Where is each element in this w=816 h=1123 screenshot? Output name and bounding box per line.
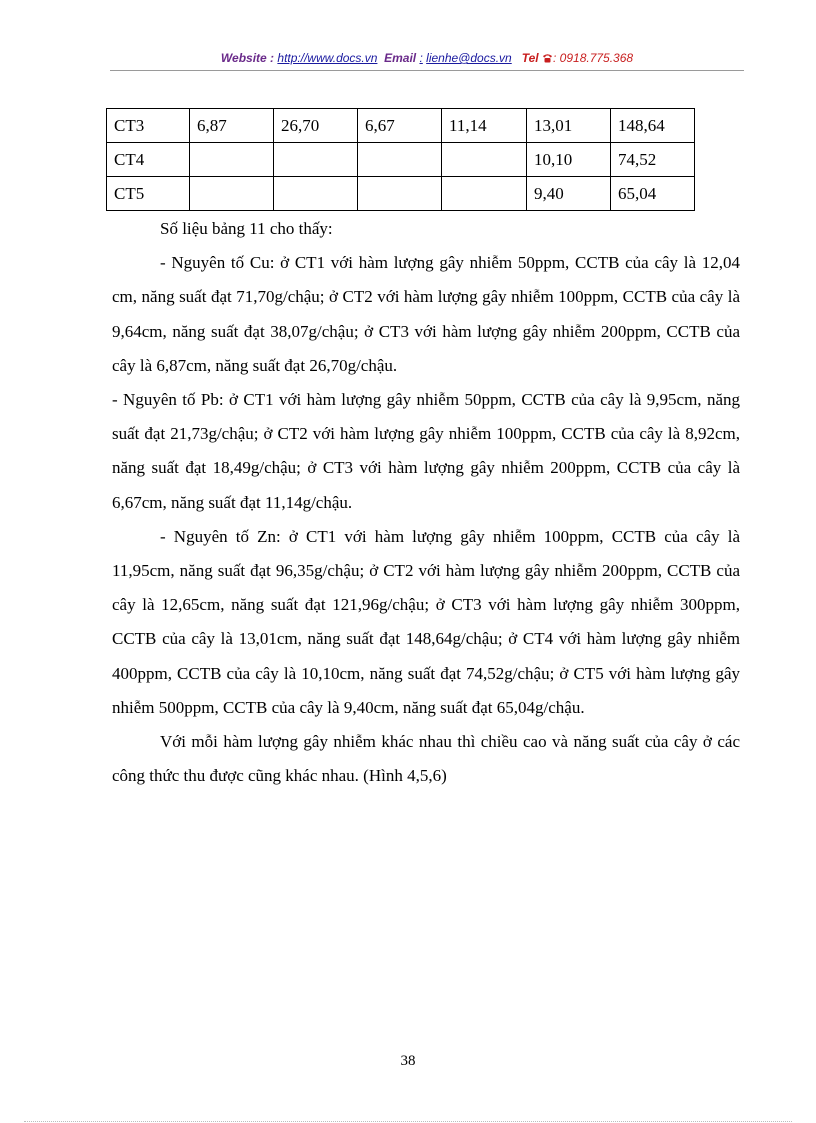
- header-rule: [110, 70, 744, 71]
- table-row: [107, 143, 695, 177]
- table-cell: CT3: [107, 109, 190, 143]
- website-link[interactable]: http://www.docs.vn: [277, 51, 378, 65]
- table-cell: [190, 177, 274, 211]
- table-cell: [358, 177, 442, 211]
- email-link[interactable]: lienhe@docs.vn: [426, 51, 512, 65]
- phone-icon: [542, 53, 553, 63]
- table-cell: [442, 177, 527, 211]
- page-number: 38: [400, 1053, 416, 1069]
- table-cell: 74,52: [611, 143, 695, 177]
- footer-rule: [24, 1121, 792, 1122]
- table-row: [107, 177, 695, 211]
- table-cell: CT4: [107, 143, 190, 177]
- table-row: [107, 109, 695, 143]
- data-table: [106, 108, 695, 211]
- email-separator: :: [419, 51, 423, 65]
- table-cell: [274, 143, 358, 177]
- page-header: [110, 51, 744, 65]
- paragraph: - Nguyên tố Pb: ở CT1 với hàm lượng gây nhiễm 50ppm, CCTB của cây là 9,95cm, năng suất đạt 21,73g/chậu; ở CT2 với hàm lượng gây nhiễm 100ppm, CCTB của cây là 8,92cm, năng suất đạt 18,49g/chậu; ở CT3 với hàm lượng gây nhiễm 200ppm, CCTB của cây là 6,67cm, năng suất đạt 11,14g/chậu.: [112, 390, 740, 512]
- table-cell: CT5: [107, 177, 190, 211]
- tel-number: : 0918.775.368: [553, 51, 634, 65]
- table-cell: [190, 143, 274, 177]
- table-cell: 6,67: [358, 109, 442, 143]
- paragraph: Với mỗi hàm lượng gây nhiễm khác nhau thì chiều cao và năng suất của cây ở các công thức thu được cũng khác nhau. (Hình 4,5,6): [112, 732, 740, 786]
- tel-label: Tel: [521, 51, 539, 65]
- email-label: Email: [384, 51, 417, 65]
- table-cell: 10,10: [527, 143, 611, 177]
- table-cell: [274, 177, 358, 211]
- table-cell: 13,01: [527, 109, 611, 143]
- table-cell: 6,87: [190, 109, 274, 143]
- paragraph: - Nguyên tố Zn: ở CT1 với hàm lượng gây nhiễm 100ppm, CCTB của cây là 11,95cm, năng suất đạt 96,35g/chậu; ở CT2 với hàm lượng gây nhiễm 200ppm, CCTB của cây là 12,65cm, năng suất đạt 121,96g/chậu; ở CT3 với hàm lượng gây nhiễm 300ppm, CCTB của cây là 13,01cm, năng suất đạt 148,64g/chậu; ở CT4 với hàm lượng gây nhiễm 400ppm, CCTB của cây là 10,10cm, năng suất đạt 74,52g/chậu; ở CT5 với hàm lượng gây nhiễm 500ppm, CCTB của cây là 9,40cm, năng suất đạt 65,04g/chậu.: [112, 526, 740, 717]
- table-cell: 11,14: [442, 109, 527, 143]
- table-cell: 65,04: [611, 177, 695, 211]
- website-label: Website :: [220, 51, 275, 65]
- table-cell: [358, 143, 442, 177]
- paragraph: Số liệu bảng 11 cho thấy:: [160, 219, 333, 238]
- table-cell: 148,64: [611, 109, 695, 143]
- table-cell: 26,70: [274, 109, 358, 143]
- paragraph: - Nguyên tố Cu: ở CT1 với hàm lượng gây nhiễm 50ppm, CCTB của cây là 12,04 cm, năng suất đạt 71,70g/chậu; ở CT2 với hàm lượng gây nhiễm 100ppm, CCTB của cây là 9,64cm, năng suất đạt 38,07g/chậu; ở CT3 với hàm lượng gây nhiễm 200ppm, CCTB của cây là 6,87cm, năng suất đạt 26,70g/chậu.: [112, 253, 740, 375]
- table-cell: [442, 143, 527, 177]
- body-text: [112, 212, 740, 793]
- table-cell: 9,40: [527, 177, 611, 211]
